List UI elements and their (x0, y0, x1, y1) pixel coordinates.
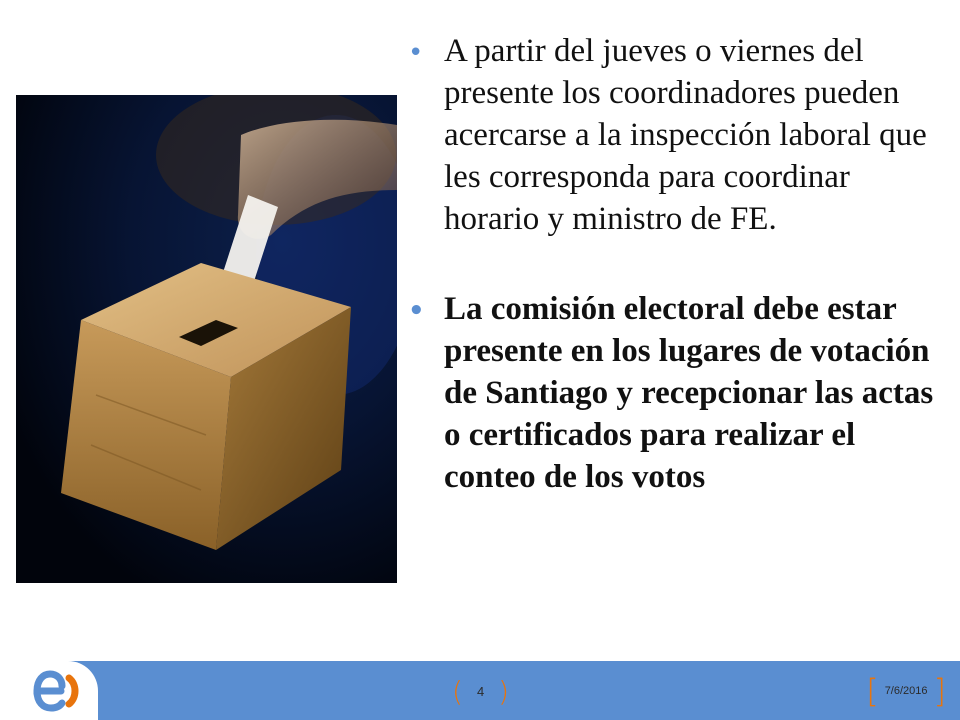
footer-bar (0, 661, 960, 720)
bullet-text: La comisión electoral debe estar presente en los lugares de votación de Santiago y recepcionar las actas o certificados para realizar el conteo de los votos (444, 291, 934, 495)
bullet-marker: • (408, 296, 425, 326)
bullet-item (400, 288, 945, 498)
paren-close: ) (498, 674, 510, 708)
ballot-box-image (16, 95, 397, 583)
bracket-close: ] (933, 672, 946, 710)
page-number-value: 4 (476, 683, 485, 699)
logo (0, 661, 98, 720)
e-logo-icon (31, 670, 87, 712)
page-number (452, 671, 509, 711)
bullet-list (400, 30, 945, 498)
bullet-marker: • (408, 38, 424, 68)
date-value: 7/6/2016 (884, 685, 928, 697)
bracket-open: [ (866, 672, 879, 710)
bullet-item (400, 30, 945, 240)
paren-open: ( (452, 674, 463, 708)
footer-date (866, 671, 946, 711)
bullet-text: A partir del jueves o viernes del presente los coordinadores pueden acercarse a la inspección laboral que les corresponda para coordinar horario y ministro de FE. (444, 33, 927, 237)
